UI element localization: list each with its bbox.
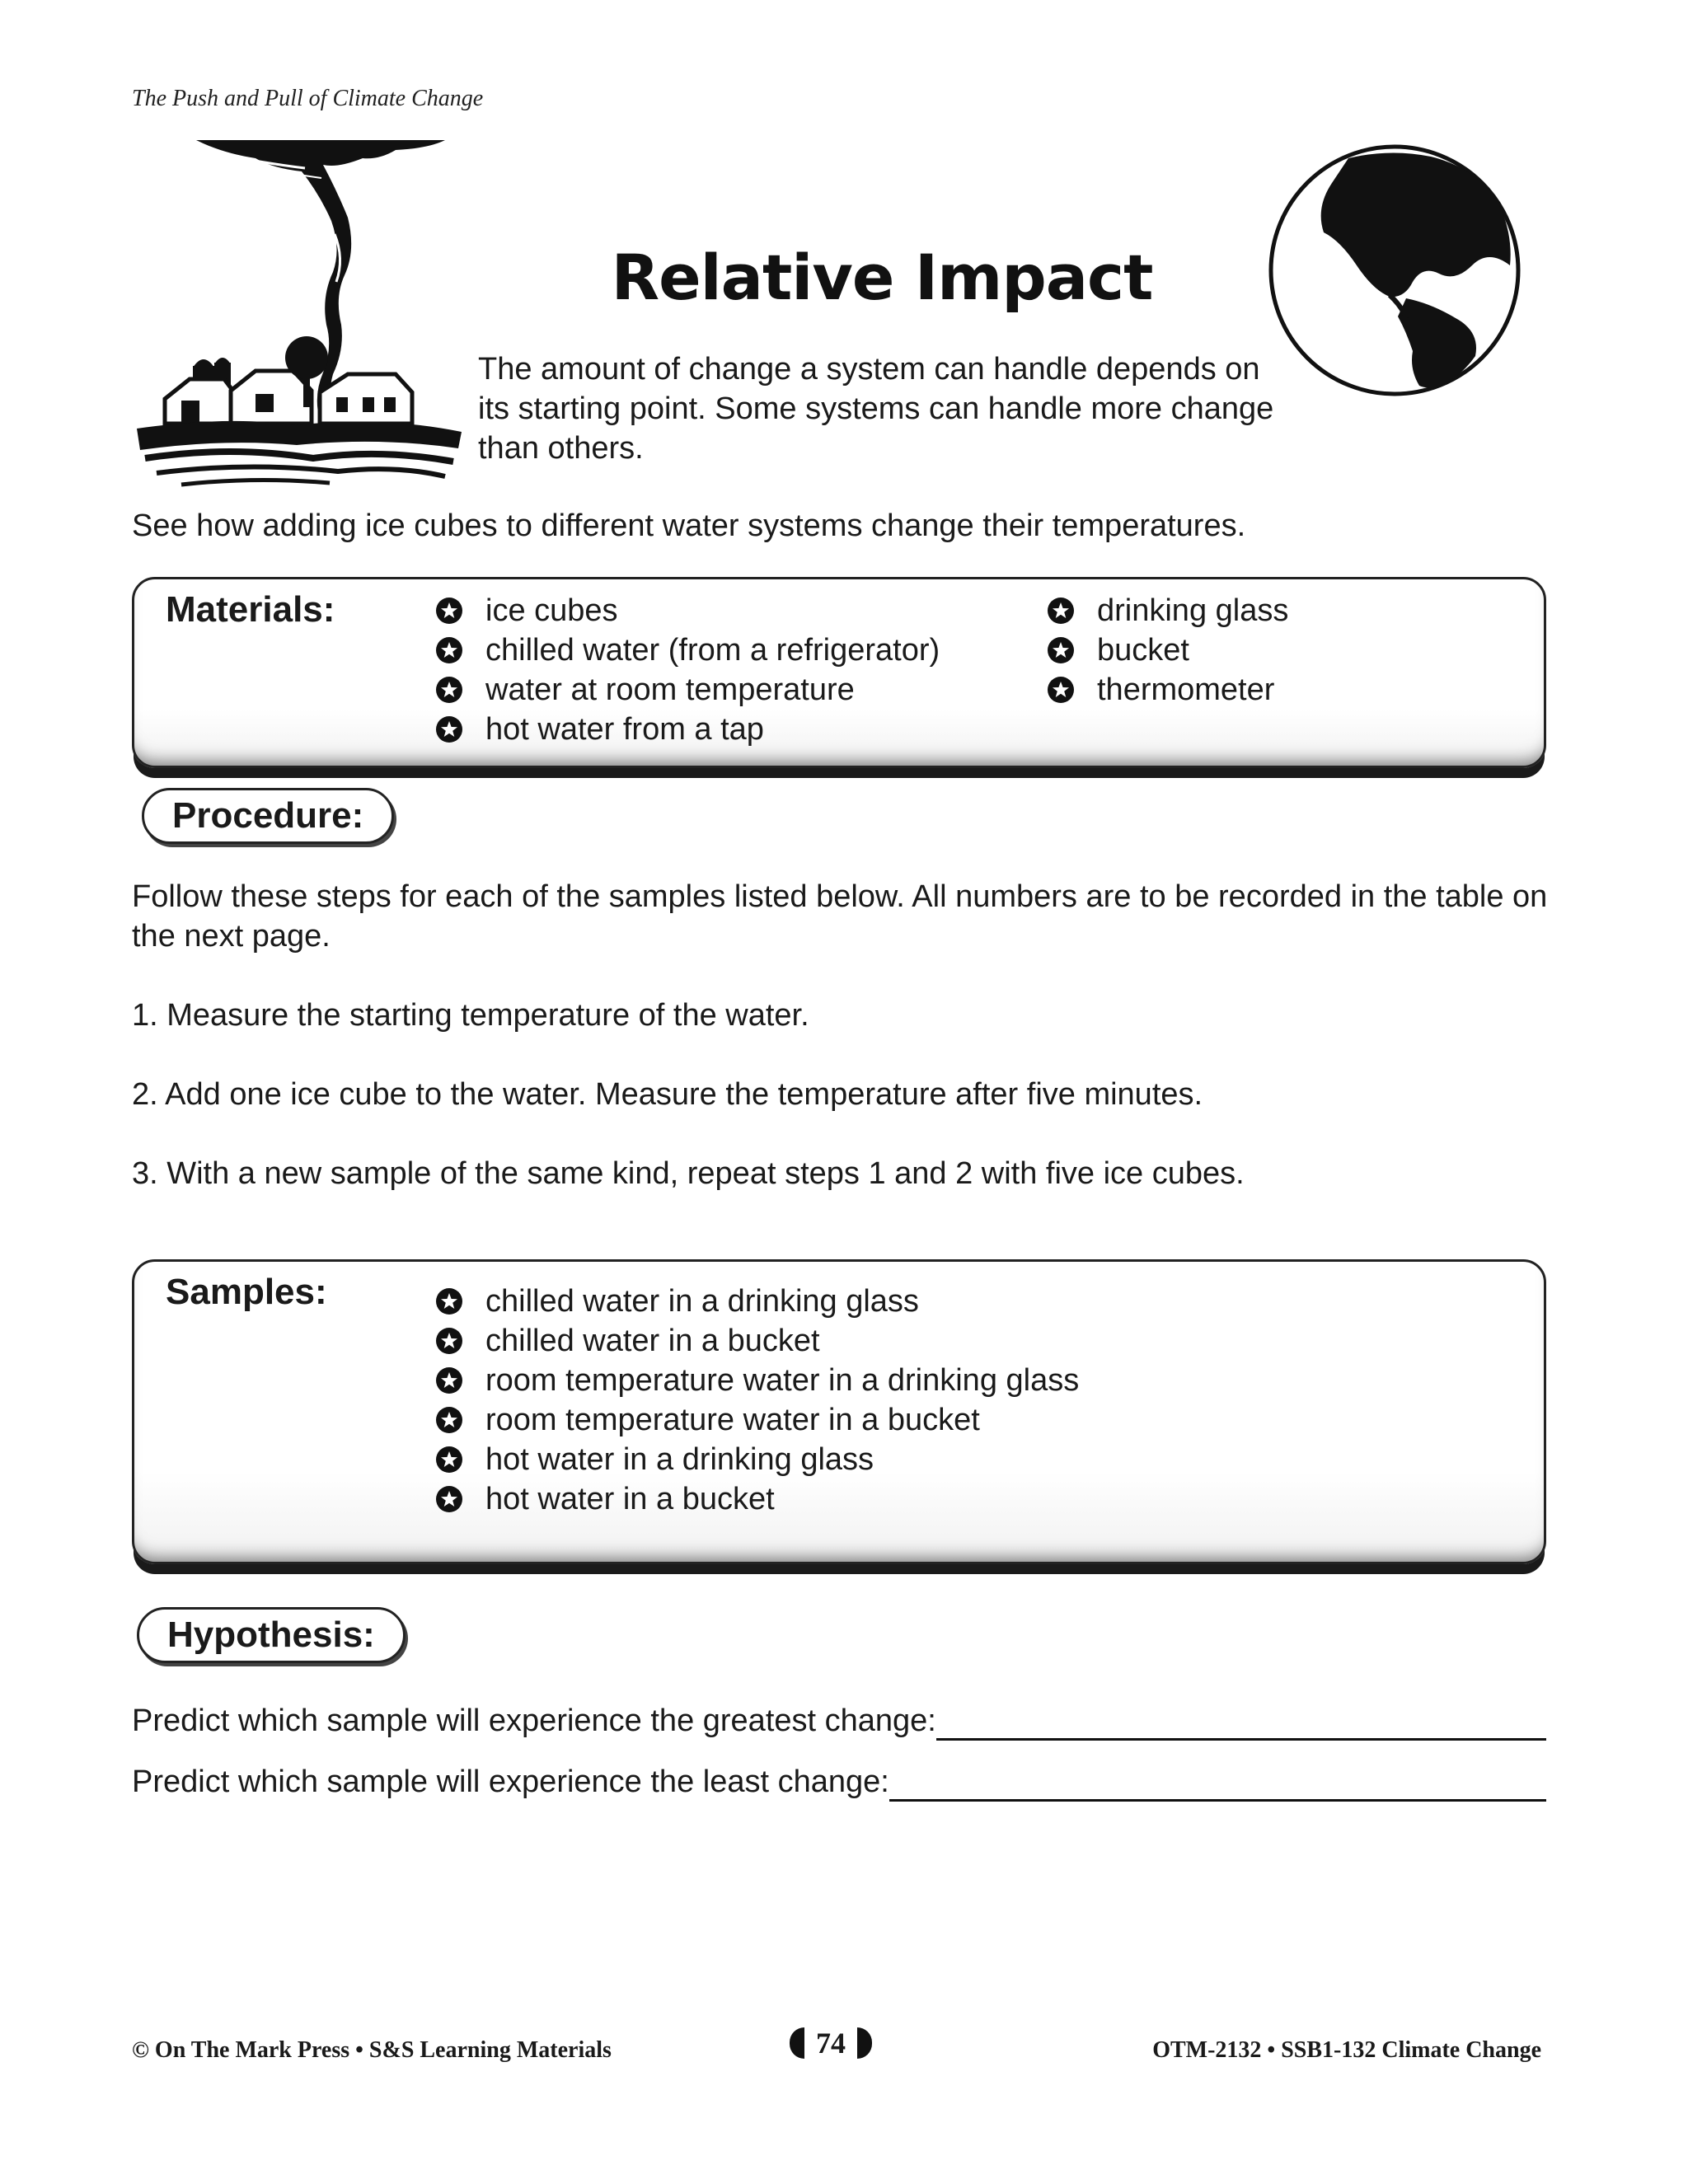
page-bracket-left-icon [790, 2027, 804, 2059]
procedure-step-1: 1. Measure the starting temperature of the water. [132, 998, 809, 1033]
page-bracket-right-icon [857, 2027, 872, 2059]
page-title: Relative Impact [611, 241, 1153, 314]
star-bullet-icon [436, 1486, 462, 1512]
star-bullet-icon [1048, 637, 1074, 663]
list-item: hot water from a tap [436, 710, 940, 749]
list-item: bucket [1048, 630, 1288, 670]
intro-paragraph: The amount of change a system can handle depends on its starting point. Some systems can handle more change than others. [478, 352, 1274, 466]
list-item: hot water in a drinking glass [436, 1440, 1079, 1479]
list-item: drinking glass [1048, 591, 1288, 630]
predict-greatest-text: Predict which sample will experience the greatest change: [132, 1704, 936, 1738]
predict-greatest [132, 1701, 1546, 1741]
list-item: ice cubes [436, 591, 940, 630]
hypothesis-label: Hypothesis: [137, 1607, 406, 1663]
procedure-step-2: 2. Add one ice cube to the water. Measure the temperature after five minutes. [132, 1077, 1203, 1112]
samples-box [132, 1259, 1546, 1564]
star-bullet-icon [1048, 598, 1074, 624]
page-number-text: 74 [816, 2027, 846, 2060]
footer-publisher: © On The Mark Press • S&S Learning Materials [132, 2037, 612, 2063]
footer-product-code: OTM-2132 • SSB1-132 Climate Change [1152, 2037, 1541, 2063]
star-bullet-icon [436, 1407, 462, 1433]
procedure-intro: Follow these steps for each of the samples listed below. All numbers are to be recorded in the table on the next page. [132, 879, 1548, 954]
predict-least [132, 1762, 1546, 1802]
samples-list [436, 1282, 1079, 1519]
predict-least-text: Predict which sample will experience the least change: [132, 1765, 889, 1799]
lead-sentence: See how adding ice cubes to different water systems change their temperatures. [132, 509, 1246, 543]
procedure-label: Procedure: [142, 788, 394, 844]
star-bullet-icon [436, 637, 462, 663]
running-head: The Push and Pull of Climate Change [132, 86, 484, 111]
list-item: thermometer [1048, 670, 1288, 710]
page-number [790, 2026, 872, 2060]
list-item: hot water in a bucket [436, 1479, 1079, 1519]
tornado-farm-icon [132, 135, 470, 490]
star-bullet-icon [436, 598, 462, 624]
list-item: chilled water (from a refrigerator) [436, 630, 940, 670]
least-answer-line[interactable] [889, 1766, 1546, 1802]
star-bullet-icon [436, 1328, 462, 1354]
star-bullet-icon [1048, 677, 1074, 703]
star-bullet-icon [436, 716, 462, 743]
globe-icon [1266, 142, 1523, 399]
list-item: room temperature water in a drinking glass [436, 1361, 1079, 1400]
star-bullet-icon [436, 677, 462, 703]
materials-list-2 [1048, 591, 1288, 710]
list-item: chilled water in a drinking glass [436, 1282, 1079, 1321]
greatest-answer-line[interactable] [936, 1705, 1546, 1741]
list-item: chilled water in a bucket [436, 1321, 1079, 1361]
star-bullet-icon [436, 1446, 462, 1473]
samples-label: Samples: [166, 1272, 327, 1312]
materials-list-1 [436, 591, 940, 749]
list-item: water at room temperature [436, 670, 940, 710]
star-bullet-icon [436, 1288, 462, 1315]
star-bullet-icon [436, 1367, 462, 1394]
materials-label: Materials: [166, 589, 335, 630]
procedure-step-3: 3. With a new sample of the same kind, repeat steps 1 and 2 with five ice cubes. [132, 1156, 1245, 1191]
list-item: room temperature water in a bucket [436, 1400, 1079, 1440]
materials-box [132, 577, 1546, 768]
